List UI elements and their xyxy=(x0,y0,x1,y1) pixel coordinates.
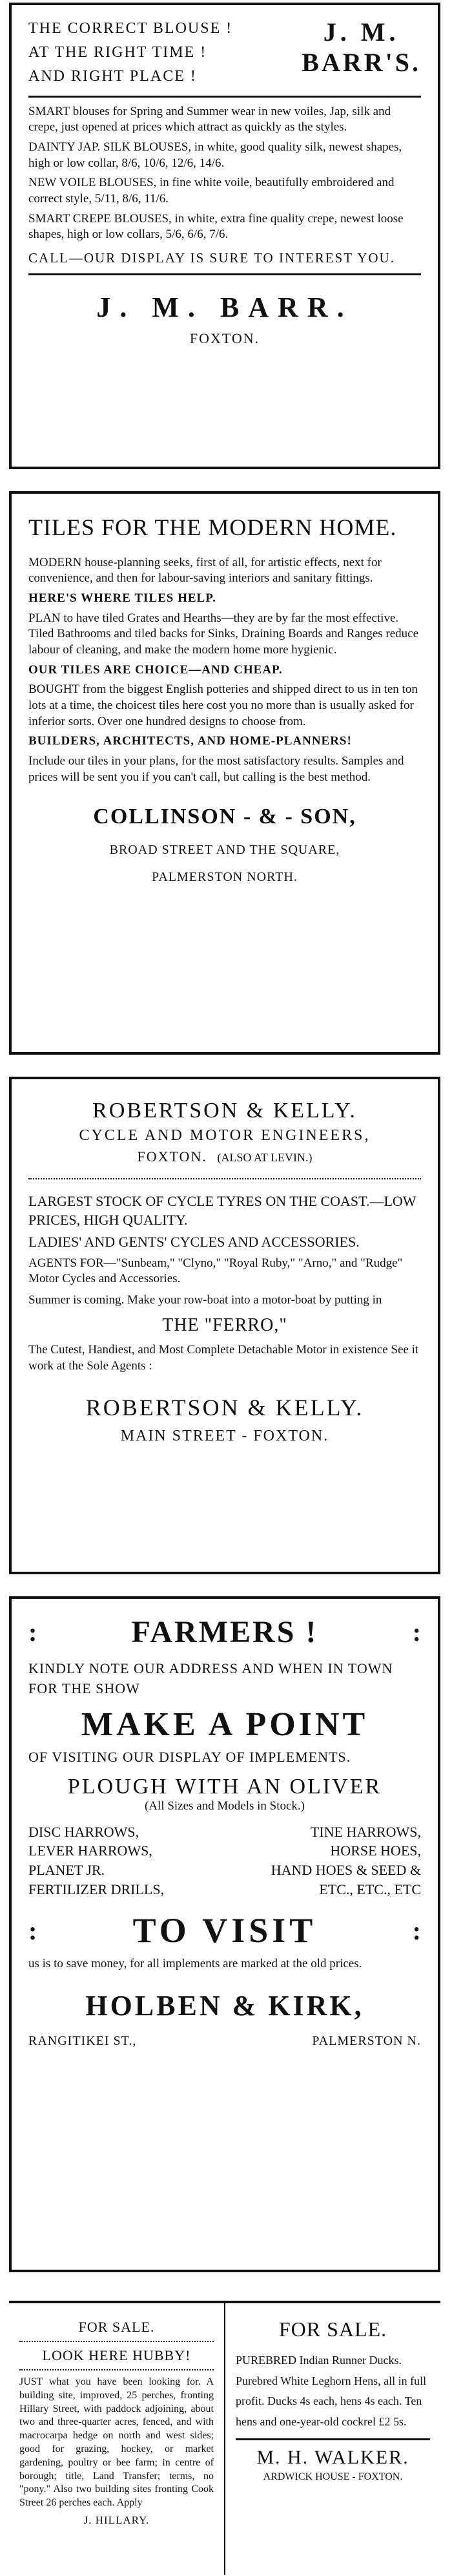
robertson-also: (ALSO AT LEVIN.) xyxy=(217,1151,313,1164)
barr-call: CALL—OUR DISPLAY IS SURE TO INTEREST YOU. xyxy=(28,250,395,266)
farmers-advertisement: : FARMERS ! : KINDLY NOTE OUR ADDRESS AND WHEN IN TOWN FOR THE SHOW MAKE A POINT OF VISITING OUR DISPLAY OF IMPLEMENTS. PLOUGH WITH AN OLIVER (All Sizes and Models in Stock.) DISC HARROWS, TINE HARROWS, LEVER HARROWS, HORSE HOES, PLANET JR. HAND HOES & SEED & FERTILIZER DRILLS, ETC., ETC., ETC : TO VISIT : us is to save money, for all implements are marked at the old prices. HOLBEN & KIRK, RANGITIKEI ST., PALMERSTON N. xyxy=(9,1596,440,2272)
tiles-address: BROAD STREET AND THE SQUARE, xyxy=(109,842,340,857)
farmers-address: RANGITIKEI ST., xyxy=(28,2033,137,2048)
farmers-line: KINDLY NOTE OUR ADDRESS AND WHEN IN TOWN FOR THE SHOW xyxy=(28,1660,393,1696)
implement-item: FERTILIZER DRILLS, xyxy=(28,1881,165,1897)
hillary-for-sale xyxy=(9,2303,224,2575)
barr-item: SMART CREPE BLOUSES, in white, extra fine quality crepe, newest loose shapes, high or low collars, 5/6, 6/6, 7/6. xyxy=(28,211,404,242)
barr-signature: J. M. BARR. xyxy=(96,291,353,324)
implement-item: PLANET JR. xyxy=(28,1861,105,1878)
tiles-subhead: HERE'S WHERE TILES HELP. xyxy=(28,591,216,605)
sale-signature: M. H. WALKER. xyxy=(256,2447,409,2468)
sale-address: ARDWICK HOUSE - FOXTON. xyxy=(263,2471,403,2482)
tiles-subhead: BUILDERS, ARCHITECTS, AND HOME-PLANNERS! xyxy=(28,734,352,748)
robertson-line: LADIES' AND GENTS' CYCLES AND ACCESSORIES. xyxy=(28,1234,360,1251)
sale-head: LOOK HERE HUBBY! xyxy=(42,2347,191,2363)
sale-body: JUST what you have been looking for. A building site, improved, 25 perches, fronting Hillary Street, with paddock adjoining, about two and three-quarter acres, fenced, and with macrocarpa hedge on north and west sides; good for grazing, hockey, or market gardening, poultry or bee farm; in centre of borough; title, Land Transfer; terms, no "pony." Also two building sites fronting Cook Street 26 perches each. Apply xyxy=(19,2376,214,2509)
robertson-ferro: THE "FERRO," xyxy=(162,1314,287,1335)
barr-headline-left xyxy=(28,17,232,89)
robertson-line: LARGEST STOCK OF CYCLE TYRES ON THE COAST.—LOW PRICES, HIGH QUALITY. xyxy=(28,1193,416,1228)
robertson-sub: CYCLE AND MOTOR ENGINEERS, xyxy=(79,1127,371,1144)
tiles-advertisement xyxy=(9,491,440,1055)
barr-item: DAINTY JAP. SILK BLOUSES, in white, good quality silk, newest shapes, high or low collar, 8/6, 10/6, 12/6, 14/6. xyxy=(28,140,402,170)
robertson-line: Summer is coming. Make your row-boat into a motor-boat by putting in xyxy=(28,1293,382,1307)
tiles-paragraph: Include our tiles in your plans, for the most satisfactory results. Samples and prices will be sent you if you can't call, but calling is the best method. xyxy=(28,754,404,784)
farmers-company-name: HOLBEN & KIRK, xyxy=(85,1989,364,2022)
robertson-street: MAIN STREET - FOXTON. xyxy=(120,1427,329,1444)
farmers-line: OF VISITING OUR DISPLAY OF IMPLEMENTS. xyxy=(28,1748,351,1765)
sale-signature: J. HILLARY. xyxy=(83,2513,150,2526)
sale-body: PUREBRED Indian Runner Ducks. Purebred White Leghorn Hens, all in full profit. Ducks 4s each, hens 4s each. Ten hens and one-year-old cockrel £2 5s. xyxy=(236,2354,427,2428)
walker-for-sale xyxy=(224,2303,440,2575)
implement-item: HORSE HOES, xyxy=(330,1842,421,1859)
implement-item: LEVER HARROWS, xyxy=(28,1842,152,1859)
barr-headline-right xyxy=(302,17,421,78)
robertson-line: The Cutest, Handiest, and Most Complete Detachable Motor in existence See it work at the Sole Agents : xyxy=(28,1343,419,1373)
farmers-address: PALMERSTON N. xyxy=(312,2033,421,2048)
for-sale-section xyxy=(9,2301,440,2575)
farmers-make-point: MAKE A POINT xyxy=(81,1705,369,1743)
barr-headline-line: AT THE RIGHT TIME ! xyxy=(28,44,207,61)
sale-title: FOR SALE. xyxy=(78,2319,155,2335)
barr-headline-line: THE CORRECT BLOUSE ! xyxy=(28,20,233,37)
farmers-to-visit: TO VISIT xyxy=(132,1911,317,1950)
robertson-line: AGENTS FOR—"Sunbeam," "Clyno," "Royal Ruby," "Arno," and "Rudge" Motor Cycles and Accessories. xyxy=(28,1256,403,1286)
tiles-paragraph: BOUGHT from the biggest English potteries and shipped direct to us in ten ton lots at a time, the choicest tiles here cost you no more than is usually asked for inferior sorts. Over one hundred designs to choose from. xyxy=(28,682,418,728)
implement-item: DISC HARROWS, xyxy=(28,1823,139,1840)
tiles-title: TILES FOR THE MODERN HOME. xyxy=(28,514,397,540)
barr-initials: J. M. xyxy=(323,17,400,47)
robertson-place: FOXTON. xyxy=(137,1148,207,1165)
tiles-paragraph: PLAN to have tiled Grates and Hearths—they are by far the most effective. Tiled Bathrooms and tiled backs for Sinks, Draining Boards and Ranges reduce labour of cleaning, and make the modern home more hygienic. xyxy=(28,611,419,657)
barr-headline-line: AND RIGHT PLACE ! xyxy=(28,68,197,85)
tiles-company-name: COLLINSON - & - SON, xyxy=(93,804,356,829)
barr-name-bold: BARR'S. xyxy=(302,48,421,77)
farmers-sizes: (All Sizes and Models in Stock.) xyxy=(144,1799,305,1813)
farmers-title: FARMERS ! xyxy=(131,1615,318,1649)
implement-item: TINE HARROWS, xyxy=(310,1823,421,1840)
sale-title: FOR SALE. xyxy=(278,2317,387,2341)
implement-item: ETC., ETC., ETC xyxy=(319,1881,421,1897)
robertson-name: ROBERTSON & KELLY. xyxy=(92,1099,357,1123)
tiles-paragraph: MODERN house-planning seeks, first of all, for artistic effects, next for convenience, and then for labour-saving interiors and sanitary fittings. xyxy=(28,555,382,586)
robertson-signature: ROBERTSON & KELLY. xyxy=(85,1394,364,1420)
tiles-subhead: OUR TILES ARE CHOICE—AND CHEAP. xyxy=(28,662,283,677)
robertson-advertisement xyxy=(9,1077,440,1574)
farmers-implements xyxy=(28,1822,421,1899)
barr-advertisement xyxy=(9,3,440,469)
farmers-line: us is to save money, for all implements are marked at the old prices. xyxy=(28,1957,362,1971)
implement-item: HAND HOES & SEED & xyxy=(271,1861,421,1878)
barr-item: NEW VOILE BLOUSES, in fine white voile, beautifully embroidered and correct style, 5/11, 8/6, 11/6. xyxy=(28,176,395,206)
tiles-address: PALMERSTON NORTH. xyxy=(152,869,298,884)
barr-intro: SMART blouses for Spring and Summer wear in new voiles, Jap, silk and crepe, just opened at prices which attract as quickly as the styles. xyxy=(28,104,391,134)
farmers-plough: PLOUGH WITH AN OLIVER xyxy=(67,1774,382,1799)
barr-place: FOXTON. xyxy=(189,330,260,347)
